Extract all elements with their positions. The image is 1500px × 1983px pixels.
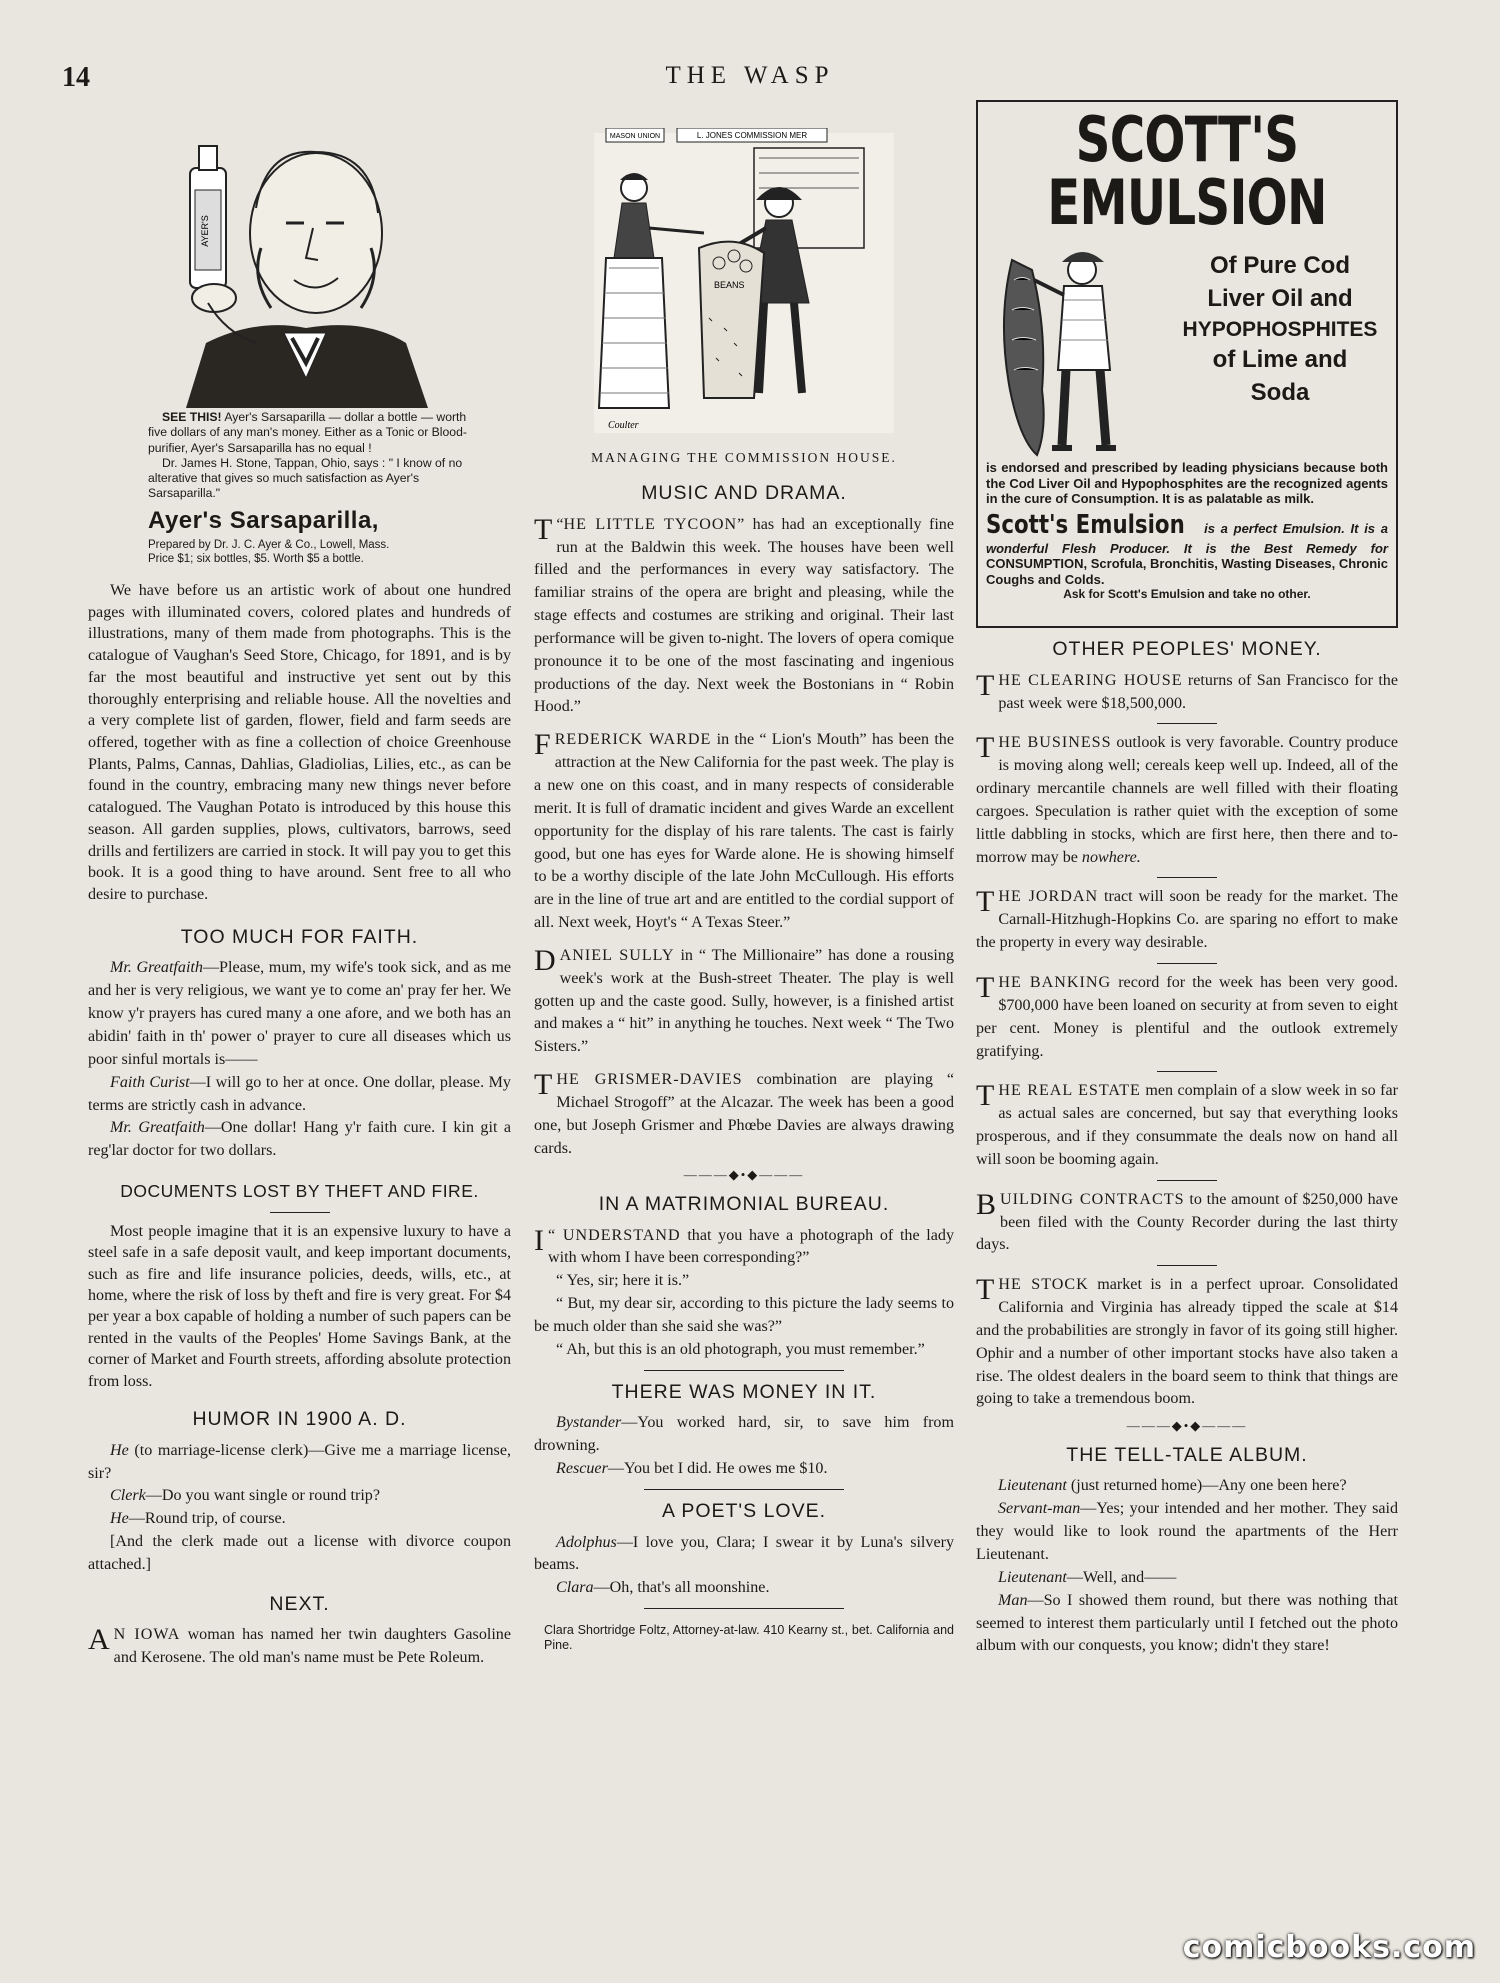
- divider: [1157, 723, 1217, 724]
- divider: [644, 1608, 844, 1609]
- scott-ask: Ask for Scott's Emulsion and take no other.: [1063, 587, 1311, 602]
- music-para-3: in “ The Millionaire” has done a rousing week's work at the Bush-street Theater. The play is well gotten up and the caste good. Sully, however, is a finished artist and makes a “ hit” in anything he touches. Next week “ The Two Sisters.”: [534, 946, 954, 1056]
- humor-speaker-3: He: [110, 1510, 129, 1528]
- music-drop-cap-2: F: [534, 728, 551, 762]
- divider: [1157, 1265, 1217, 1266]
- ayer-prepared: Prepared by Dr. J. C. Ayer & Co., Lowell, Mass.: [148, 538, 390, 551]
- divider: [1157, 1180, 1217, 1181]
- music-lead-4: HE GRISMER-DAVIES: [556, 1071, 743, 1089]
- money-lead-7: HE STOCK: [998, 1276, 1089, 1294]
- money-title: OTHER PEOPLES' MONEY.: [1052, 638, 1322, 660]
- money-in-it-speaker-1: Bystander: [556, 1414, 622, 1432]
- next-drop-cap: A: [88, 1623, 110, 1657]
- poet-speaker-2: Clara: [556, 1579, 594, 1597]
- music-drop-cap-1: T: [534, 512, 553, 546]
- cartoon-sign-1: MASON UNION: [609, 133, 661, 140]
- page-number: 14: [62, 62, 90, 93]
- music-lead-1: HE LITTLE TYCOON”: [563, 515, 746, 533]
- matrimonial-open-quote: “: [548, 1226, 556, 1244]
- scott-brand: Scott's Emulsion: [986, 510, 1185, 541]
- matrimonial-para-2: “ Yes, sir; here it is.”: [556, 1272, 690, 1290]
- ornament-divider: ———◆•◆———: [1126, 1418, 1248, 1434]
- ayer-brand: Ayer's Sarsaparilla,: [148, 506, 379, 534]
- money-drop-cap-3: T: [976, 885, 995, 919]
- cartoon-sign-2: L. JONES COMMISSION MER: [696, 131, 808, 140]
- scott-body: is endorsed and prescribed by leading physicians because both the Cod Liver Oil and Hypophosphites are the recognized agents in the cure of Consumption. It is as palatable as milk.: [986, 460, 1388, 507]
- money-lead-6: UILDING CONTRACTS: [1000, 1190, 1185, 1208]
- scott-line-4: of Lime and: [1212, 346, 1348, 374]
- money-in-it-line-2: —You bet I did. He owes me $10.: [607, 1460, 828, 1478]
- ayer-body: Ayer's Sarsaparilla — dollar a bottle — worth five dollars of any man's money. Either as a Tonic or Blood-purifier, Ayer's Sarsaparilla has no equal !: [148, 410, 467, 455]
- money-para-4: record for the week has been very good. $700,000 have been loaned on security at from seven to eight per cent. Money is plentiful and the outlook extremely gratifying.: [976, 973, 1399, 1060]
- scott-line-5: Soda: [1250, 378, 1310, 406]
- faith-speaker-1: Mr. Greatfaith: [110, 959, 203, 977]
- money-drop-cap-6: B: [976, 1187, 997, 1221]
- divider: [1157, 963, 1217, 964]
- music-drop-cap-4: T: [534, 1068, 553, 1102]
- scott-subtitle: [1180, 250, 1380, 409]
- matrimonial-title: IN A MATRIMONIAL BUREAU.: [598, 1192, 890, 1215]
- ayer-advertisement: [88, 128, 511, 580]
- music-lead-2: REDERICK WARDE: [554, 731, 712, 749]
- humor-title: HUMOR IN 1900 A. D.: [192, 1408, 407, 1431]
- foltz-attorney-ad: Clara Shortridge Foltz, Attorney-at-law. 410 Kearny st., bet. California and Pine.: [544, 1623, 954, 1653]
- cartoon-signature: Coulter: [608, 420, 639, 431]
- ornament-divider: ———◆•◆———: [683, 1167, 805, 1183]
- music-para-4: combination are playing “ Michael Strogoff” at the Alcazar. The week has been a good one, but Joseph Grismer and Phœbe Davies are always drawing cards.: [534, 1071, 955, 1157]
- album-speaker-3: Lieutenant: [998, 1568, 1067, 1586]
- scott-tagline: is a perfect Emulsion. It is a wonderful Flesh Producer. It is the Best Remedy for: [986, 521, 1388, 557]
- album-line-2: —Yes; your intended and her mother. They said they would like to look round the apartments of the Herr Lieutenant.: [976, 1500, 1398, 1563]
- money-lead-3: HE JORDAN: [998, 888, 1099, 906]
- ayer-see-this: SEE THIS!: [162, 410, 222, 424]
- money-in-it-title: THERE WAS MONEY IN IT.: [611, 1380, 877, 1403]
- money-lead-5: HE REAL ESTATE: [998, 1082, 1141, 1100]
- money-lead-4: HE BANKING: [998, 973, 1112, 991]
- humor-line-1: (to marriage-license clerk)—Give me a marriage license, sir?: [88, 1441, 511, 1482]
- album-speaker-1: Lieutenant: [998, 1477, 1067, 1495]
- money-drop-cap-4: T: [976, 970, 995, 1004]
- album-line-3: —Well, and——: [1066, 1568, 1177, 1586]
- poet-title: A POET'S LOVE.: [661, 1499, 827, 1522]
- matrimonial-para-1: that you have a photograph of the lady with whom I have been corresponding?”: [548, 1226, 954, 1267]
- source-watermark: comicbooks.com: [1182, 1930, 1476, 1965]
- catalogue-notice: We have before us an artistic work of about one hundred pages with illuminated covers, colored plates and hundreds of illustrations, many of them made from photographs. This is the catalogue of Vaughan's Seed Store, Chicago, for 1891, and is by far the most beautiful and instructive yet sent out by this thoroughly enterprising and reliable house. All the novelties and a very complete list of garden, flower, field and farm seeds are offered, together with as fine a collection of choice Greenhouse Plants, Palms, Cannas, Dahlias, Gladiolias, Lilies, etc., as can be found in the country, embracing many new things never before catalogued. The Vaughan Potato is introduced by this house this season. All garden supplies, plows, cultivators, barrows, seed drills and fertilizers are carried in stock. It will pay you to get this book. It is a good thing to have around. Sent free to all who desire to purchase.: [88, 582, 511, 904]
- divider: [1157, 1071, 1217, 1072]
- money-para-6: to the amount of $250,000 have been filed with the County Recorder during the last thirty days.: [976, 1190, 1398, 1254]
- humor-line-2: —Do you want single or round trip?: [145, 1487, 380, 1505]
- poet-line-2: —Oh, that's all moonshine.: [593, 1579, 770, 1597]
- ayer-price: Price $1; six bottles, $5. Worth $5 a bottle.: [148, 552, 364, 565]
- money-para-7: market is in a perfect uproar. Consolidated California and Virginia has already tipped the scale at $14 and the probabilities are strongly in favor of its going still higher. Ophir and a number of other important stocks have also taken a rise. The oldest dealers in the board seem to think that things are going to take a tremendous boom.: [976, 1276, 1398, 1408]
- scott-title-2: EMULSION: [1047, 166, 1327, 240]
- cartoon-caption: MANAGING THE COMMISSION HOUSE.: [591, 450, 897, 465]
- matrimonial-para-3: “ But, my dear sir, according to this picture the lady seems to be much older than she said she was?”: [534, 1295, 954, 1335]
- documents-body: Most people imagine that it is an expensive luxury to have a steel safe in a safe deposit vault, and keep important documents, such as fire and life insurance policies, deeds, wills, etc., at home, where the risk of loss by theft and fire is very great. For $4 per year a box capable of holding a number of such papers can be rented in the vaults of the Peoples' Home Savings Bank, at the corner of Market and Fourth streets, affording absolute protection from loss.: [88, 1222, 511, 1390]
- next-body: woman has named her twin daughters Gasoline and Kerosene. The old man's name must be Pete Roleum.: [113, 1626, 511, 1667]
- column-left: [88, 128, 511, 1670]
- next-lead: N IOWA: [113, 1626, 181, 1644]
- money-in-it-line-1: —You worked hard, sir, to save him from drowning.: [534, 1414, 954, 1455]
- matrimonial-para-4: “ Ah, but this is an old photograph, you must remember.”: [556, 1340, 925, 1358]
- faith-line-1: —Please, mum, my wife's took sick, and as me and her is very religious, we want ye to come an' pray fer her. We know y'r prayers has cured many a one afore, and we both has an abidin' faith in th' power o' prayer to cure all diseases which us poor sinful mortals is——: [88, 959, 511, 1068]
- money-para-2: outlook is very favorable. Country produce is moving along well; cereals keep well up. Indeed, all of the ordinary mercantile channels are well filled with their floating cargoes. Speculation is rather quiet with the exception of some little dabbling in stocks, which are first here, then there and to-morrow may be: [976, 734, 1398, 866]
- bottle-label: AYER'S: [200, 215, 210, 247]
- money-lead-1: HE CLEARING HOUSE: [998, 671, 1183, 689]
- ayer-copy: [148, 410, 478, 566]
- humor-note: [And the clerk made out a license with divorce coupon attached.]: [88, 1533, 511, 1573]
- money-drop-cap-2: T: [976, 731, 995, 765]
- column-center: [534, 128, 954, 1653]
- divider: [1157, 877, 1217, 878]
- money-lead-2: HE BUSINESS: [998, 734, 1112, 752]
- music-open-quote: “: [556, 515, 564, 533]
- cartoon-illustration: [534, 128, 954, 448]
- money-drop-cap-1: T: [976, 668, 995, 702]
- album-line-1: (just returned home)—Any one been here?: [1066, 1477, 1347, 1495]
- poet-speaker-1: Adolphus: [556, 1533, 617, 1551]
- ayer-quote: Dr. James H. Stone, Tappan, Ohio, says : " I know of no alterative that gives so much satisfaction as Ayer's Sarsaparilla.": [148, 455, 463, 501]
- ayer-illustration: [166, 128, 436, 413]
- faith-speaker-3: Mr. Greatfaith: [110, 1119, 205, 1137]
- faith-line-2: —I will go to her at once. One dollar, please. My terms are strictly cash in advance.: [88, 1073, 511, 1114]
- faith-speaker-2: Faith Curist: [110, 1073, 190, 1091]
- matrimonial-drop-cap: I: [534, 1223, 544, 1257]
- faith-line-3: —One dollar! Hang y'r faith cure. I kin git a reg'lar doctor for two dollars.: [88, 1119, 511, 1160]
- album-title: THE TELL-TALE ALBUM.: [1066, 1443, 1308, 1466]
- humor-speaker-2: Clerk: [110, 1487, 146, 1505]
- matrimonial-lead: UNDERSTAND: [555, 1226, 681, 1244]
- scott-line-3: HYPOPHOSPHITES: [1182, 317, 1378, 341]
- album-speaker-2: Servant-man: [998, 1500, 1081, 1518]
- scott-emulsion-advertisement: [976, 100, 1398, 628]
- music-drop-cap-3: D: [534, 943, 556, 977]
- divider: [644, 1370, 844, 1371]
- money-in-it-speaker-2: Rescuer: [556, 1460, 608, 1478]
- fisherman-with-cod-icon: [992, 240, 1132, 460]
- commission-house-cartoon: [534, 128, 954, 470]
- music-para-2: in the “ Lion's Mouth” has been the attraction at the New California for the past week. The play is a new one on this coast, and in many respects of considerable merit. It is full of dramatic incident and gives Warde an excellent opportunity for the display of his rare talents. The cast is fairly good, but one has eyes for Warde alone. He is showing himself to be a worthy disciple of the late John McCullough. His efforts are in the line of true art and are entitled to the cordial support of all. Next week, Hoyt's “ A Texas Steer.”: [534, 731, 954, 932]
- divider: [270, 1212, 330, 1213]
- music-para-1: has had an exceptionally fine run at the Baldwin this week. The houses have been well filled and the performances in every way satisfactory. The familiar strains of the opera are bright and pleasing, while the stage effects and costumes are striking and original. Their last performance will be given to-night. The lovers of opera comique pronounce it to be one of the most fascinating and ingenious productions of the day. Next week the Bostonians in “ Robin Hood.”: [534, 515, 954, 716]
- humor-speaker-1: He: [110, 1441, 129, 1459]
- money-para-5: men complain of a slow week in so far as actual sales are concerned, but say that everything looks prosperous, and if they consummate the deals now on hand all will soon be booming again.: [976, 1082, 1399, 1168]
- money-drop-cap-7: T: [976, 1273, 995, 1307]
- faith-title: TOO MUCH FOR FAITH.: [180, 925, 419, 948]
- running-head: THE WASP: [665, 62, 835, 89]
- money-drop-cap-5: T: [976, 1079, 995, 1113]
- poet-line-1: —I love you, Clara; I swear it by Luna's silvery beams.: [534, 1533, 954, 1574]
- scott-title-1: SCOTT'S: [1075, 103, 1299, 176]
- album-line-4: —So I showed them round, but there was nothing that seemed to interest them particularly until I fetched out the photo album with our conquests, you know; didn't they stare!: [976, 1591, 1398, 1655]
- divider: [644, 1489, 844, 1490]
- money-para-1: returns of San Francisco for the past week were $18,500,000.: [998, 671, 1398, 712]
- humor-line-3: —Round trip, of course.: [128, 1510, 286, 1528]
- column-right: [976, 100, 1398, 1658]
- money-para-2-end: nowhere.: [1081, 848, 1141, 866]
- music-title: MUSIC AND DRAMA.: [641, 482, 847, 504]
- money-para-3: tract will soon be ready for the market. The Carnall-Hitzhugh-Hopkins Co. are sparing no effort to make the property in every way desirable.: [976, 888, 1398, 952]
- music-lead-3: ANIEL SULLY: [559, 946, 675, 964]
- scott-line-2: Liver Oil and: [1207, 285, 1353, 313]
- scott-line-1: Of Pure Cod: [1209, 252, 1350, 280]
- documents-title: DOCUMENTS LOST BY THEFT AND FIRE.: [120, 1181, 479, 1202]
- scott-diseases: CONSUMPTION, Scrofula, Bronchitis, Wasting Diseases, Chronic Coughs and Colds.: [986, 556, 1388, 587]
- next-title: NEXT.: [269, 1592, 330, 1615]
- album-speaker-4: Man: [998, 1591, 1028, 1609]
- cartoon-basket-label: BEANS: [714, 280, 745, 290]
